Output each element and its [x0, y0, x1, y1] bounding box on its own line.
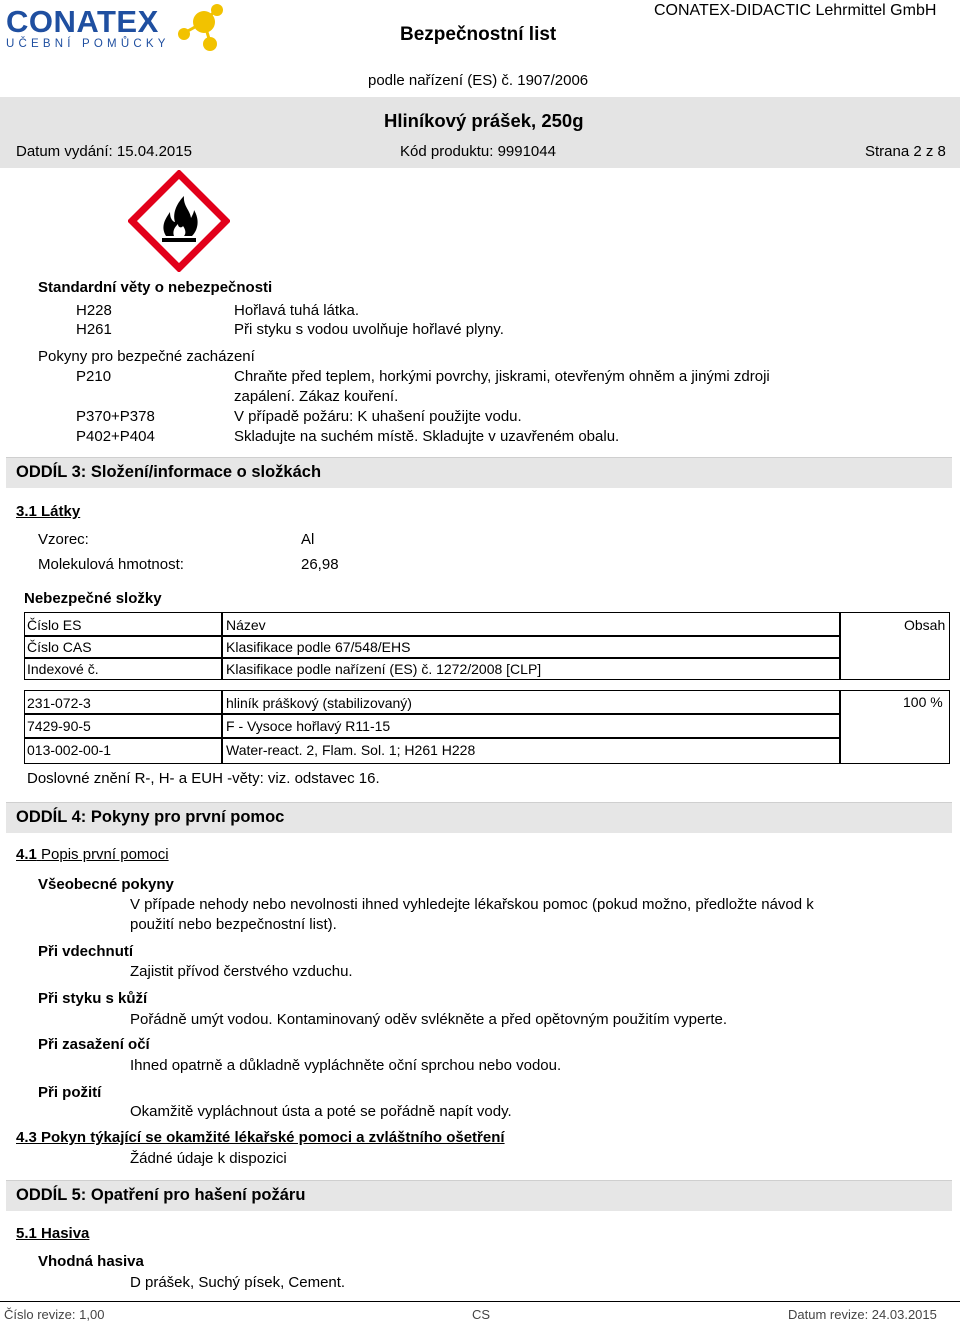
- section-4-3-title: 4.3 Pokyn týkající se okamžité lékařské pomoci a zvláštního ošetření: [16, 1129, 505, 1146]
- hazard-code: H228: [76, 302, 112, 319]
- component-content: 100 %: [903, 694, 943, 710]
- component-name: hliník práškový (stabilizovaný): [226, 695, 412, 711]
- logo-wordmark: CONATEX: [6, 4, 159, 39]
- precaution-code: P370+P378: [76, 408, 155, 425]
- classification-clp: Water-react. 2, Flam. Sol. 1; H261 H228: [226, 742, 476, 758]
- company-name: CONATEX-DIDACTIC Lehrmittel GmbH: [654, 2, 937, 19]
- classification-dsd: F - Vysoce hořlavý R11-15: [226, 718, 391, 734]
- index-number: 013-002-00-1: [27, 742, 112, 758]
- formula-value: Al: [301, 531, 315, 548]
- product-name: Hliníkový prášek, 250g: [384, 110, 584, 131]
- column-header-index: Indexové č.: [27, 661, 99, 677]
- phrases-note: Doslovné znění R-, H- a EUH -věty: viz. odstavec 16.: [27, 770, 380, 787]
- inhalation-label: Při vdechnutí: [38, 943, 134, 960]
- precaution-text: Skladujte na suchém místě. Skladujte v uzavřeném obalu.: [234, 428, 620, 445]
- cas-number: 7429-90-5: [27, 718, 91, 734]
- hazard-statements-heading: Standardní věty o nebezpečnosti: [38, 279, 273, 296]
- revision-number: Číslo revize: 1,00: [4, 1307, 105, 1322]
- ingestion-text: Okamžitě vypláchnout ústa a poté se pořádně napít vody.: [130, 1103, 512, 1120]
- precaution-text-continued: zapálení. Zákaz kouření.: [234, 388, 399, 405]
- logo-tagline: UČEBNÍ POMŮCKY: [6, 38, 170, 50]
- section-4-3-text: Žádné údaje k dispozici: [130, 1150, 287, 1167]
- table-divider: [24, 635, 840, 637]
- section-4-header: [6, 802, 952, 833]
- precaution-text: V případě požáru: K uhašení použijte vodu.: [234, 408, 522, 425]
- column-header-content: Obsah: [904, 617, 946, 633]
- column-header-classification-dsd: Klasifikace podle 67/548/EHS: [226, 639, 411, 655]
- eye-contact-label: Při zasažení očí: [38, 1036, 150, 1053]
- regulation-reference: podle nařízení (ES) č. 1907/2006: [368, 72, 589, 89]
- section-5-title: ODDÍL 5: Opatření pro hašení požáru: [16, 1186, 306, 1204]
- general-advice-text-continued: použití nebo bezpečnostní list).: [130, 916, 337, 933]
- hazardous-components-heading: Nebezpečné složky: [24, 590, 162, 607]
- revision-date: Datum revize: 24.03.2015: [788, 1307, 937, 1322]
- logo-molecule-icon: [172, 2, 228, 54]
- precaution-code: P210: [76, 368, 112, 385]
- section-4-1-title-text: Popis první pomoci: [41, 846, 169, 863]
- suitable-media-text: D prášek, Suchý písek, Cement.: [130, 1274, 346, 1291]
- suitable-media-label: Vhodná hasiva: [38, 1253, 144, 1270]
- document-title: Bezpečnostní list: [400, 24, 557, 45]
- eye-contact-text: Ihned opatrně a důkladně vypláchněte oční sprchou nebo vodou.: [130, 1057, 562, 1074]
- column-header-name: Název: [226, 617, 266, 633]
- molecular-weight-value: 26,98: [301, 556, 339, 573]
- page-number: Strana 2 z 8: [865, 143, 946, 160]
- column-header-cas: Číslo CAS: [27, 639, 92, 655]
- hazard-code: H261: [76, 321, 112, 338]
- product-code: Kód produktu: 9991044: [400, 143, 556, 160]
- column-header-ec: Číslo ES: [27, 617, 82, 633]
- hazard-text: Hořlavá tuhá látka.: [234, 302, 360, 319]
- molecular-weight-label: Molekulová hmotnost:: [38, 556, 184, 573]
- footer-divider: [0, 1301, 960, 1302]
- table-divider: [24, 657, 840, 659]
- section-3-1-title: 3.1 Látky: [16, 503, 81, 520]
- section-4-title: ODDÍL 4: Pokyny pro první pomoc: [16, 808, 285, 826]
- general-advice-text: V případe nehody nebo nevolnosti ihned vyhledejte lékařskou pomoc (pokud možno, předložte návod k: [130, 896, 814, 913]
- hazard-text: Při styku s vodou uvolňuje hořlavé plyny.: [234, 321, 504, 338]
- precautionary-statements-heading: Pokyny pro bezpečné zacházení: [38, 348, 255, 365]
- section-4-1-title: 4.1 Popis první pomoci: [16, 846, 169, 863]
- section-3-title: ODDÍL 3: Složení/informace o složkách: [16, 463, 322, 481]
- column-header-classification-clp: Klasifikace podle nařízení (ES) č. 1272/2008 [CLP]: [226, 661, 542, 677]
- section-3-header: [6, 457, 952, 488]
- precaution-code: P402+P404: [76, 428, 155, 445]
- inhalation-text: Zajistit přívod čerstvého vzduchu.: [130, 963, 353, 980]
- skin-contact-text: Pořádně umýt vodou. Kontaminovaný oděv svlékněte a před opětovným použitím vyperte.: [130, 1011, 728, 1028]
- section-5-header: [6, 1180, 952, 1211]
- skin-contact-label: Při styku s kůží: [38, 990, 148, 1007]
- table-divider: [24, 713, 840, 715]
- language-code: CS: [472, 1307, 491, 1322]
- ghs02-flame-icon: [128, 170, 230, 272]
- issue-date: Datum vydání: 15.04.2015: [16, 143, 192, 160]
- formula-label: Vzorec:: [38, 531, 89, 548]
- ingestion-label: Při požití: [38, 1084, 102, 1101]
- table-divider: [24, 737, 840, 739]
- general-advice-label: Všeobecné pokyny: [38, 876, 174, 893]
- section-5-1-title: 5.1 Hasiva: [16, 1225, 90, 1242]
- precaution-text: Chraňte před teplem, horkými povrchy, jiskrami, otevřeným ohněm a jinými zdroji: [234, 368, 770, 385]
- ec-number: 231-072-3: [27, 695, 91, 711]
